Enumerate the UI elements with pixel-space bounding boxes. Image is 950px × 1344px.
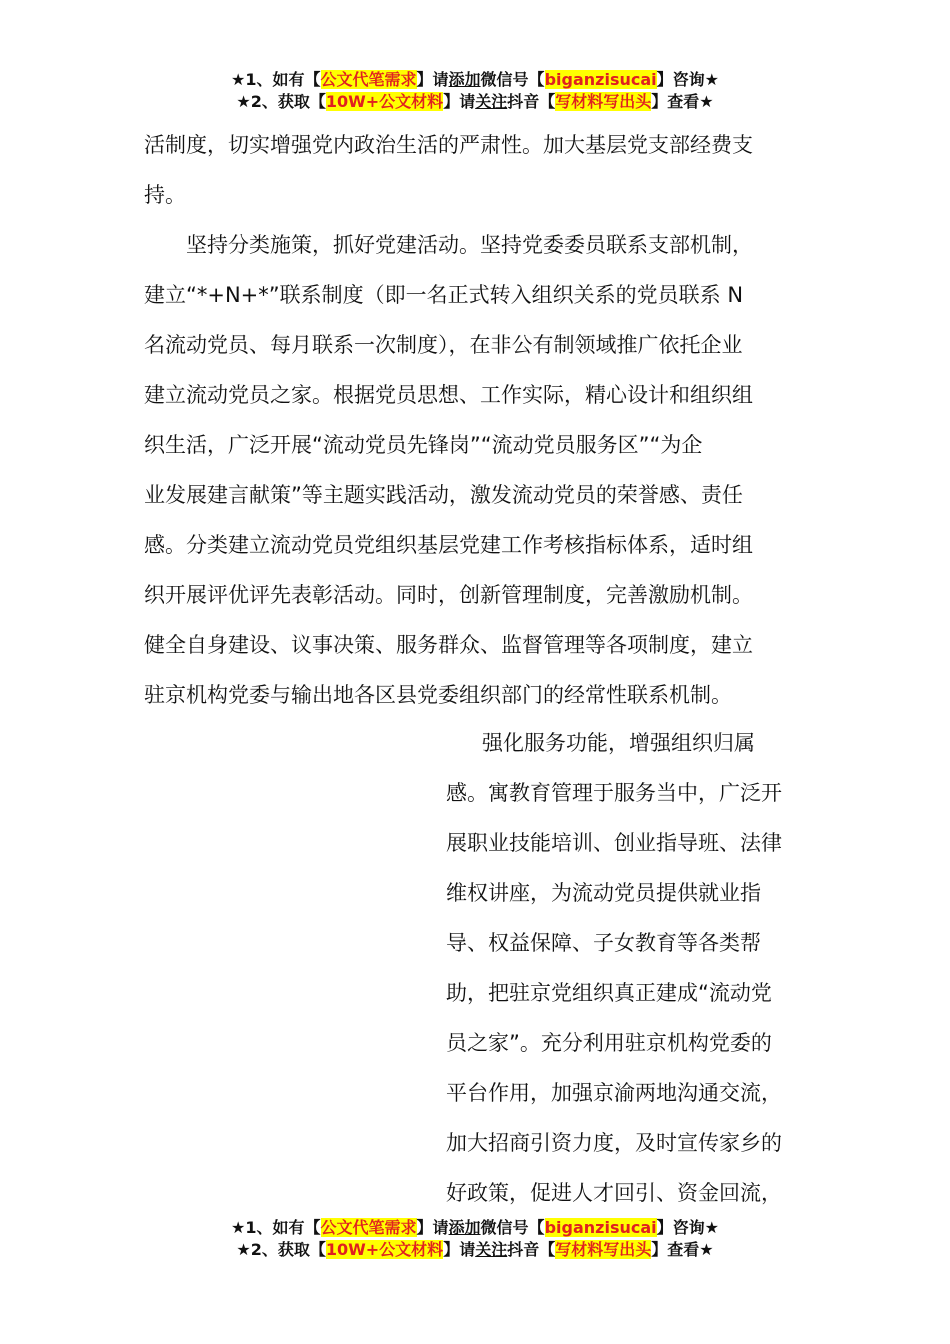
text-line: 维权讲座，为流动党员提供就业指: [446, 881, 761, 905]
text-line: 助，把驻京党组织真正建成“流动党: [446, 981, 772, 1005]
highlight-service: 公文代笔需求: [320, 1218, 417, 1237]
text-line: 员之家”。充分利用驻京机构党委的: [446, 1031, 772, 1055]
text-line: 感。寓教育管理于服务当中，广泛开: [446, 781, 782, 805]
text-line: 加大招商引资力度，及时宣传家乡的: [446, 1131, 782, 1155]
text-line: 建立“*+N+*”联系制度（即一名正式转入组织关系的党员联系 N: [144, 283, 744, 307]
banner-text: ★1、如有【: [231, 70, 321, 89]
text-line: 强化服务功能，增强组织归属: [482, 731, 755, 755]
document-body: [144, 120, 806, 720]
paragraph-1: [144, 120, 806, 220]
text-line: 业发展建言献策”等主题实践活动，激发流动党员的荣誉感、责任: [144, 483, 743, 507]
text-line: 名流动党员、每月联系一次制度），在非公有制领域推广依托企业: [144, 333, 743, 357]
paragraph-3: [446, 718, 806, 1218]
paragraph-2: [144, 220, 806, 720]
text-line: 平台作用，加强京渝两地沟通交流，: [446, 1081, 782, 1105]
text-line: 健全自身建设、议事决策、服务群众、监督管理等各项制度，建立: [144, 633, 753, 657]
highlight-materials: 10W+公文材料: [325, 1240, 444, 1259]
banner-text: 微信号【: [480, 70, 545, 89]
footer-banner: [0, 1217, 950, 1261]
banner-text: 】请: [416, 70, 449, 89]
text-line: 导、权益保障、子女教育等各类帮: [446, 931, 761, 955]
banner-emphasis: 关注: [475, 1240, 508, 1259]
banner-line-1: [0, 1217, 950, 1239]
banner-text: 】查看★: [651, 92, 714, 111]
text-line: 建立流动党员之家。根据党员思想、工作实际，精心设计和组织组: [144, 383, 753, 407]
banner-text: 】请: [416, 1218, 449, 1237]
banner-text: 】请: [443, 92, 476, 111]
banner-text: 】请: [443, 1240, 476, 1259]
text-line: 感。分类建立流动党员党组织基层党建工作考核指标体系，适时组: [144, 533, 753, 557]
text-line: 驻京机构党委与输出地各区县党委组织部门的经常性联系机制。: [144, 683, 732, 707]
banner-text: 微信号【: [480, 1218, 545, 1237]
highlight-douyin-account: 写材料写出头: [555, 1240, 652, 1259]
banner-line-2: [0, 91, 950, 113]
text-line: 好政策，促进人才回引、资金回流，: [446, 1181, 782, 1205]
banner-text: 抖音【: [507, 1240, 556, 1259]
highlight-materials: 10W+公文材料: [325, 92, 444, 111]
text-line: 织生活，广泛开展“流动党员先锋岗”“流动党员服务区”“为企: [144, 433, 703, 457]
banner-text: 抖音【: [507, 92, 556, 111]
banner-emphasis: 添加: [448, 70, 481, 89]
text-line: 活制度，切实增强党内政治生活的严肃性。加大基层党支部经费支: [144, 133, 753, 157]
banner-line-1: [0, 69, 950, 91]
banner-text: 】咨询★: [656, 1218, 719, 1237]
text-line: 持。: [144, 183, 186, 207]
header-banner: [0, 69, 950, 113]
banner-text: 】查看★: [651, 1240, 714, 1259]
text-line: 坚持分类施策，抓好党建活动。坚持党委委员联系支部机制，: [186, 233, 753, 257]
highlight-wechat-id: biganzisucai: [544, 1218, 657, 1237]
highlight-service: 公文代笔需求: [320, 70, 417, 89]
banner-line-2: [0, 1239, 950, 1261]
highlight-wechat-id: biganzisucai: [544, 70, 657, 89]
banner-text: ★1、如有【: [231, 1218, 321, 1237]
text-line: 展职业技能培训、创业指导班、法律: [446, 831, 782, 855]
banner-text: 】咨询★: [656, 70, 719, 89]
banner-emphasis: 关注: [475, 92, 508, 111]
text-line: 织开展评优评先表彰活动。同时，创新管理制度，完善激励机制。: [144, 583, 753, 607]
banner-text: ★2、获取【: [236, 92, 326, 111]
banner-text: ★2、获取【: [236, 1240, 326, 1259]
highlight-douyin-account: 写材料写出头: [555, 92, 652, 111]
banner-emphasis: 添加: [448, 1218, 481, 1237]
